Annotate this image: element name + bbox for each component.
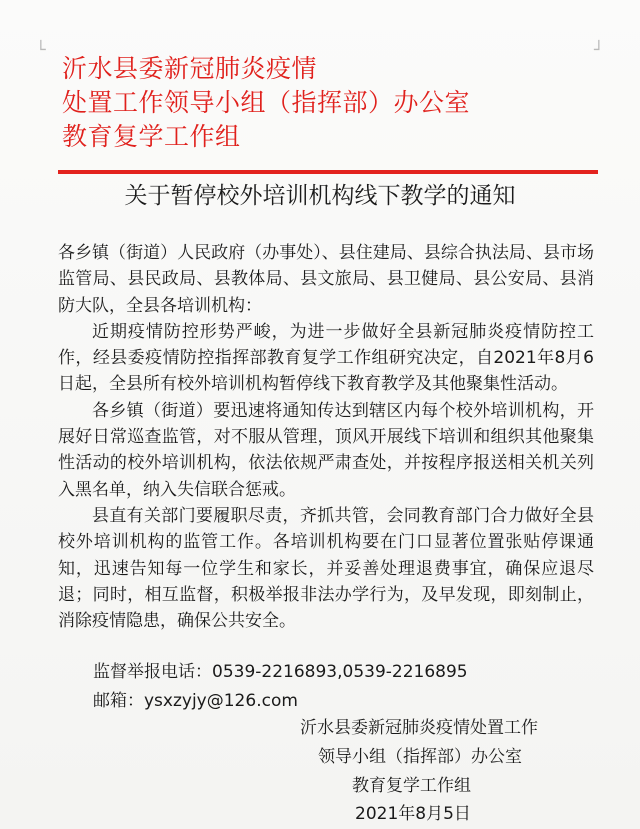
notice-body — [58, 240, 594, 634]
corner-mark-top-right-icon: ┘ — [594, 40, 604, 59]
contact-email: 邮箱：ysxzyjy@126.com — [93, 691, 298, 711]
red-separator-rule — [58, 170, 598, 174]
issuing-office-header — [62, 52, 470, 154]
notice-title: 关于暂停校外培训机构线下教学的通知 — [124, 183, 516, 209]
signature-line-3: 教育复学工作组 — [352, 776, 471, 796]
signature-line-1: 沂水县委新冠肺炎疫情处置工作 — [300, 718, 538, 738]
header-line-3: 教育复学工作组 — [62, 122, 241, 151]
signature-date: 2021年8月5日 — [355, 804, 471, 824]
contact-phone: 监督举报电话：0539-2216893,0539-2216895 — [93, 662, 468, 682]
recipients-paragraph: 各乡镇（街道）人民政府（办事处）、县住建局、县综合执法局、县市场监管局、县民政局、县教体局、县文旅局、县卫健局、县公安局、县消防大队，全县各培训机构： — [58, 243, 594, 316]
signature-line-2: 领导小组（指挥部）办公室 — [318, 747, 522, 767]
header-line-1: 沂水县委新冠肺炎疫情 — [62, 54, 318, 83]
header-line-2: 处置工作领导小组（指挥部）办公室 — [62, 88, 471, 117]
body-paragraph-2: 各乡镇（街道）要迅速将通知传达到辖区内每个校外培训机构，开展好日常巡查监管，对不服从管理，顶风开展线下培训和组织其他聚集性活动的校外培训机构，依法依规严肃查处，并按程序报送相关机关列入黑名单，纳入失信联合惩戒。 — [58, 400, 594, 500]
corner-mark-top-left-icon: └ — [36, 40, 46, 59]
body-paragraph-1: 近期疫情防控形势严峻，为进一步做好全县新冠肺炎疫情防控工作，经县委疫情防控指挥部教育复学工作组研究决定，自2021年8月6日起，全县所有校外培训机构暂停线下教育教学及其他聚集性活动。 — [58, 321, 594, 395]
body-paragraph-3: 县直有关部门要履职尽责，齐抓共管，会同教育部门合力做好全县校外培训机构的监管工作。各培训机构要在门口显著位置张贴停课通知，迅速告知每一位学生和家长，并妥善处理退费事宜，确保应退尽退；同时，相互监督，积极举报非法办学行为，及早发现，即刻制止，消除疫情隐患，确保公共安全。 — [58, 505, 594, 632]
